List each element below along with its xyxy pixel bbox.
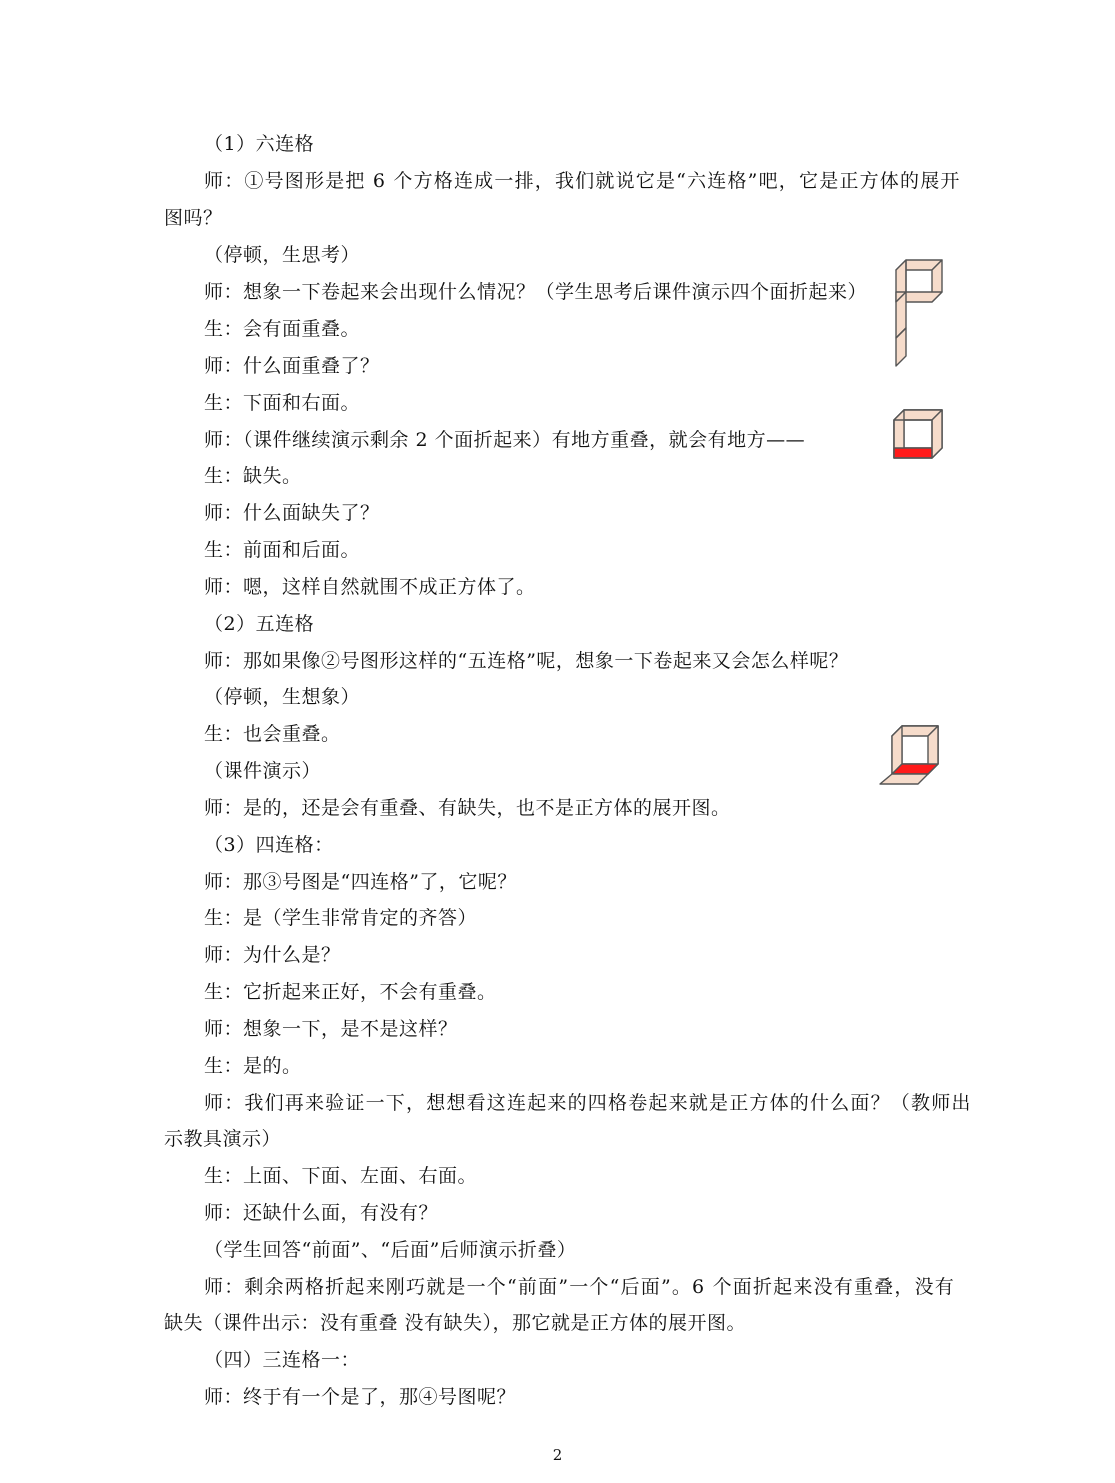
paragraph-line: 生：缺失。 (204, 465, 302, 487)
paragraph-line: 师：还缺什么面，有没有？ (204, 1202, 439, 1224)
six-cell-overlap-figure (892, 408, 946, 462)
paragraph-line-continued: 缺失（课件出示：没有重叠 没有缺失），那它就是正方体的展开图。 (164, 1312, 747, 1334)
paragraph-line: 师：为什么是？ (204, 944, 341, 966)
paragraph-line: （停顿，生思考） (204, 244, 361, 266)
paragraph-line: （课件演示） (204, 760, 322, 782)
paragraph-line: （停顿，生想象） (204, 686, 361, 708)
section-heading-four-cells: （3）四连格： (204, 834, 334, 856)
paragraph-line: 师：那如果像②号图形这样的“五连格”呢，想象一下卷起来又会怎么样呢？ (204, 650, 849, 672)
paragraph-line: 生：是（学生非常肯定的齐答） (204, 907, 478, 929)
paragraph-line: 师：那③号图是“四连格”了，它呢？ (204, 871, 517, 893)
section-heading-five-cells: （2）五连格 (204, 613, 315, 635)
paragraph-line: 师：想象一下，是不是这样？ (204, 1018, 458, 1040)
paragraph-line: 生：会有面重叠。 (204, 318, 361, 340)
paragraph-line: 师：①号图形是把 6 个方格连成一排，我们就说它是“六连格”吧，它是正方体的展开 (204, 170, 961, 192)
paragraph-line: 师：我们再来验证一下，想想看这连起来的四格卷起来就是正方体的什么面？（教师出 (204, 1092, 972, 1114)
paragraph-line: 师：（课件继续演示剩余 2 个面折起来）有地方重叠，就会有地方—— (204, 429, 806, 451)
paragraph-line: 生：上面、下面、左面、右面。 (204, 1165, 478, 1187)
five-cell-fold-figure (878, 722, 944, 786)
paragraph-line: 生：也会重叠。 (204, 723, 341, 745)
paragraph-line: 师：是的，还是会有重叠、有缺失，也不是正方体的展开图。 (204, 797, 731, 819)
paragraph-line: （学生回答“前面”、“后面”后师演示折叠） (204, 1239, 577, 1261)
paragraph-line: 生：前面和后面。 (204, 539, 361, 561)
six-cell-fold-figure (892, 254, 948, 370)
page-number: 2 (552, 1446, 563, 1464)
unfolded-flap (880, 774, 928, 784)
section-heading-six-cells: （1）六连格 (204, 133, 315, 155)
paragraph-line: 生：下面和右面。 (204, 392, 361, 414)
paragraph-line: 生：它折起来正好，不会有重叠。 (204, 981, 497, 1003)
section-heading-three-cells: （四）三连格一： (204, 1349, 361, 1371)
paragraph-line-continued: 示教具演示） (164, 1128, 282, 1150)
paragraph-line-continued: 图吗？ (164, 207, 223, 229)
paragraph-line: 师：什么面重叠了？ (204, 355, 380, 377)
paragraph-line: 生：是的。 (204, 1055, 302, 1077)
paragraph-line: 师：想象一下卷起来会出现什么情况？（学生思考后课件演示四个面折起来） (204, 281, 868, 303)
paragraph-line: 师：什么面缺失了？ (204, 502, 380, 524)
paragraph-line: 师：嗯，这样自然就围不成正方体了。 (204, 576, 536, 598)
paragraph-line: 师：剩余两格折起来刚巧就是一个“前面”一个“后面”。6 个面折起来没有重叠，没有 (204, 1276, 955, 1298)
paragraph-line: 师：终于有一个是了，那④号图呢？ (204, 1386, 517, 1408)
